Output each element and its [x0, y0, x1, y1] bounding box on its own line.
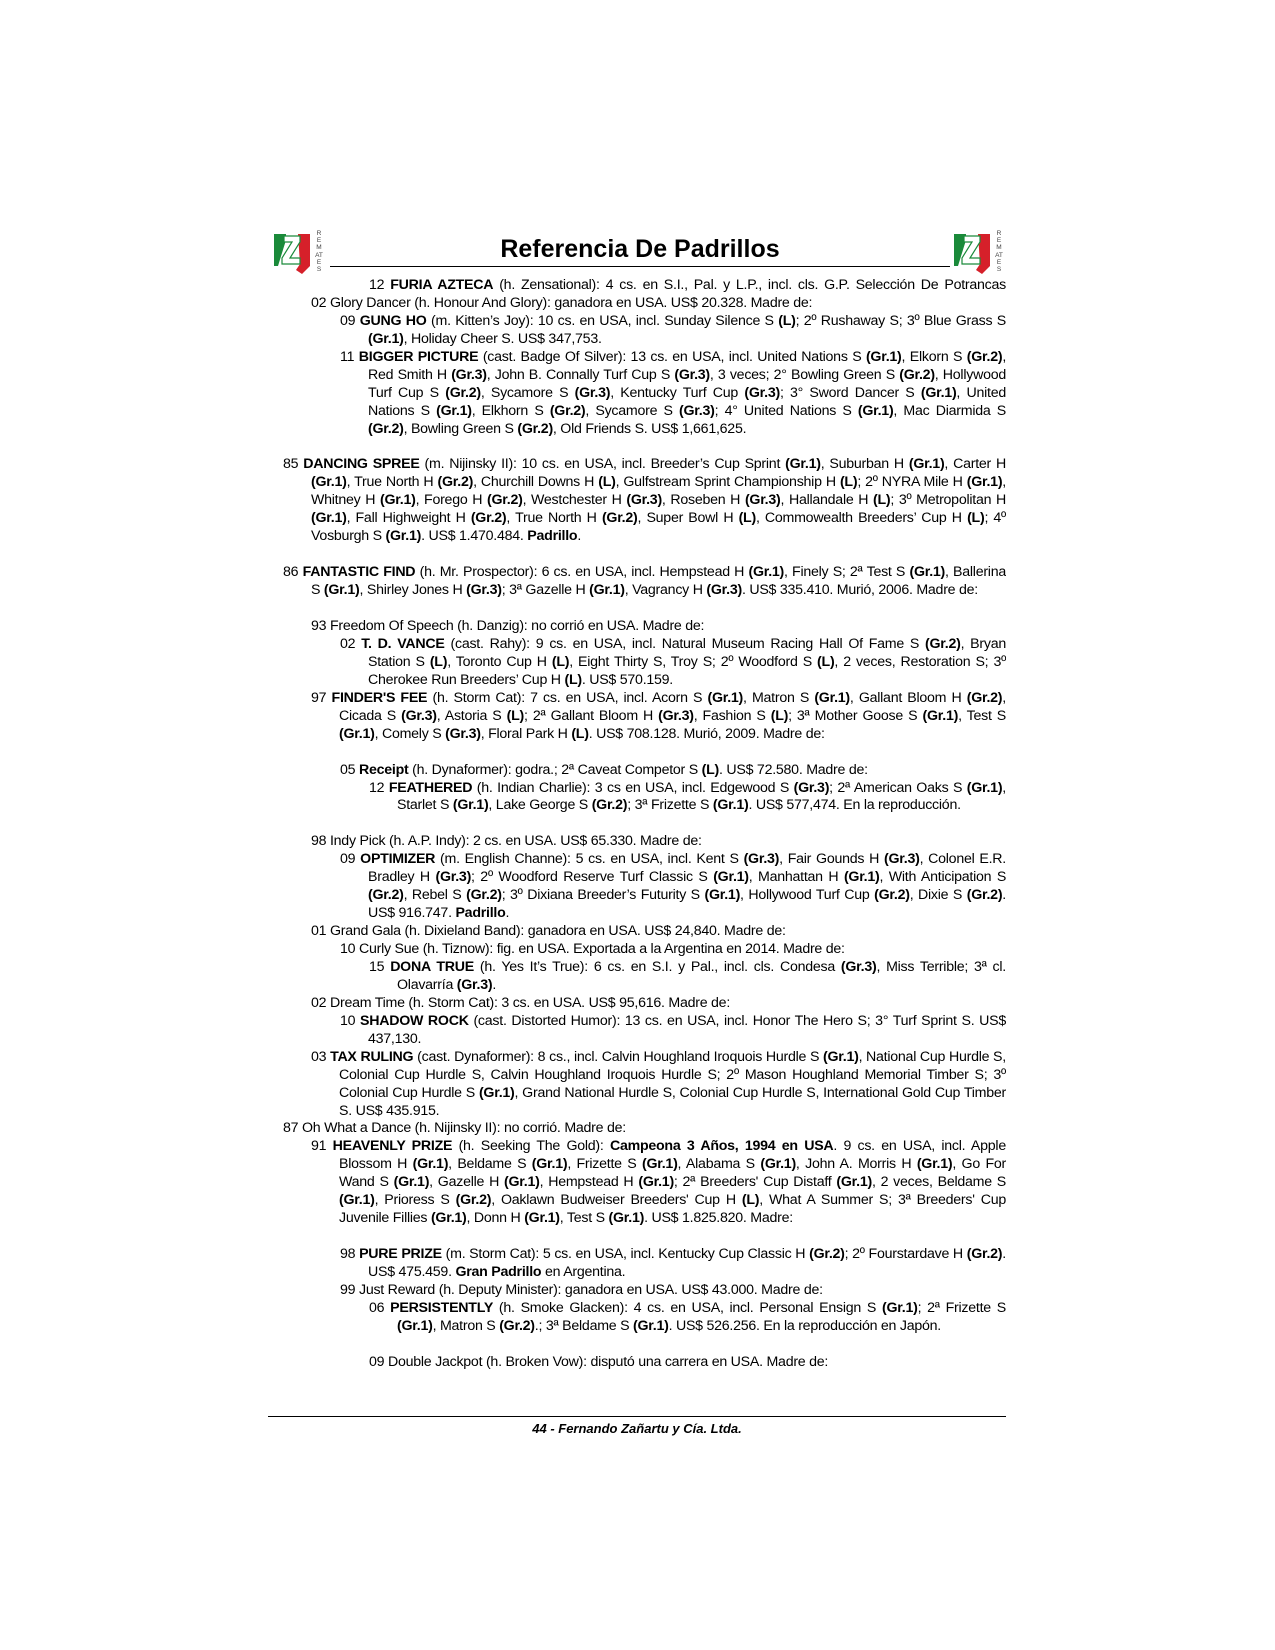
entry-text: 11 [340, 348, 359, 365]
entry-text: , Holiday Cheer S. US$ 347,753. [403, 330, 602, 347]
entry-text: . US$ 475.459. [368, 1246, 1006, 1281]
bold-text: (Gr.1) [478, 1084, 515, 1101]
bold-text: Campeona 3 Años, 1994 en USA [609, 1138, 834, 1155]
entry-text: ; 2ª Breeders' Cup Distaff [673, 1174, 837, 1191]
bold-text: GUNG HO [359, 312, 427, 329]
entry-text: , Donn H [466, 1210, 525, 1227]
entry-text: 91 [311, 1138, 333, 1155]
entry-text: , Comely S [374, 725, 446, 742]
bold-text: (Gr.1) [633, 1317, 669, 1334]
bold-text: (Gr.3) [706, 582, 742, 599]
pedigree-entry [283, 1300, 1006, 1354]
entry-text: , Grand National Hurdle S, Colonial Cup Hurdle S, International Gold Cup Timber S. US$ 435.915. [339, 1084, 1006, 1119]
bold-text: (L) [598, 474, 616, 491]
entry-text: (h. Seeking The Gold): [452, 1138, 610, 1155]
bold-text: (Gr.3) [445, 725, 481, 742]
bold-text: (Gr.1) [430, 1210, 467, 1227]
entry-text: , Frizette S [567, 1156, 642, 1173]
entry-text: , Colonel E.R. Bradley H [368, 851, 1006, 886]
entry-text: , Toronto Cup H [447, 653, 552, 670]
pedigree-entry [283, 1049, 1006, 1121]
bold-text: (Gr.2) [517, 420, 553, 437]
bold-text: (Gr.3) [884, 851, 920, 868]
bold-text: (Gr.2) [966, 887, 1003, 904]
entry-text: , Hollywood Turf Cup [740, 887, 875, 904]
bold-text: (Gr.2) [487, 492, 523, 509]
pedigree-entry [283, 636, 1006, 690]
entry-text: 10 Curly Sue (h. Tiznow): fig. en USA. Exportada a la Argentina en 2014. Madre de: [340, 941, 845, 958]
bold-text: (Gr.2) [899, 366, 935, 383]
pedigree-entry [283, 349, 1006, 457]
entry-text: , Super Bowl H [637, 510, 739, 527]
bold-text: (Gr.1) [909, 564, 946, 581]
bold-text: (Gr.3) [743, 851, 780, 868]
entry-text: . US$ 526.256. En la reproducción en Japón. [668, 1317, 941, 1334]
logo-side-text: REMATES [995, 230, 1003, 274]
bold-text: (Gr.1) [823, 1048, 859, 1065]
bold-text: (Gr.1) [920, 384, 957, 401]
bold-text: (Gr.3) [744, 492, 781, 509]
bold-text: (Gr.2) [549, 402, 586, 419]
entry-text: , Westchester H [522, 492, 627, 509]
bold-text: Receipt [358, 761, 409, 778]
entry-text: , Fashion S [693, 707, 771, 724]
pedigree-entry [283, 690, 1006, 762]
bold-text: (Gr.2) [437, 474, 474, 491]
entry-text: , Cicada S [339, 689, 1006, 724]
pedigree-entry [283, 618, 1006, 636]
bold-text: (Gr.3) [435, 869, 472, 886]
entry-text: , True North H [506, 510, 602, 527]
entry-text: . [492, 976, 497, 993]
bold-text: (L) [873, 492, 891, 509]
pedigree-list [283, 277, 1006, 1372]
entry-text: , Hallandale H [780, 492, 874, 509]
bold-text: (Gr.2) [499, 1317, 535, 1334]
entry-text: , Gulfstream Sprint Championship H [615, 474, 840, 491]
emblem-white-letter [962, 236, 980, 264]
pedigree-entry [283, 941, 1006, 959]
bold-text: (Gr.1) [531, 1156, 568, 1173]
company-logo-left [270, 230, 322, 276]
bold-text: (Gr.1) [707, 689, 744, 706]
bold-text: (Gr.2) [470, 510, 507, 527]
entry-text: (m. English Channe): 5 cs. en USA, incl. Kent S [435, 851, 744, 868]
entry-text: , 3 veces; 2° Bowling Green S [709, 366, 900, 383]
bold-text: (Gr.1) [785, 456, 821, 473]
entry-text: (h. Yes It’s True): 6 cs. en S.I. y Pal., incl. cls. Condesa [473, 958, 841, 975]
entry-text: , Forego H [415, 492, 487, 509]
entry-text: (h. Smoke Glacken): 4 cs. en USA, incl. Personal Ensign S [493, 1299, 882, 1316]
bold-text: (Gr.3) [658, 707, 694, 724]
bold-text: (Gr.1) [713, 869, 749, 886]
bold-text: (Gr.1) [712, 797, 749, 814]
entry-text: ; 2º Woodford Reserve Turf Classic S [471, 869, 714, 886]
bold-text: FANTASTIC FIND [302, 564, 416, 581]
bold-text: Padrillo [527, 528, 578, 545]
entry-text: 99 Just Reward (h. Deputy Minister): ganadora en USA. US$ 43.000. Madre de: [340, 1281, 823, 1298]
entry-text: 03 [311, 1048, 331, 1065]
entry-text: , Eight Thirty S, Troy S; 2º Woodford S [569, 653, 818, 670]
pedigree-entry [283, 851, 1006, 923]
bold-text: DANCING SPREE [303, 456, 420, 473]
entry-text: ; 2º Fourstardave H [844, 1246, 967, 1263]
bold-text: Gran Padrillo [455, 1264, 542, 1281]
entry-text: . US$ 72.580. Madre de: [719, 761, 868, 778]
pedigree-entry [283, 564, 1006, 618]
bold-text: (L) [506, 707, 524, 724]
entry-text: ; 2º Rushaway S; 3º Blue Grass S [795, 312, 1006, 329]
bold-text: (Gr.3) [840, 958, 877, 975]
entry-text: ; 3º Dixiana Breeder’s Futurity S [501, 887, 705, 904]
bold-text: (Gr.3) [451, 366, 487, 383]
entry-text: 10 [340, 1012, 361, 1029]
entry-text: 02 Dream Time (h. Storm Cat): 3 cs. en USA. US$ 95,616. Madre de: [311, 994, 731, 1011]
entry-text: , Red Smith H [368, 348, 1006, 383]
entry-text: ; 3º Metropolitan H [890, 492, 1006, 509]
bold-text: (Gr.1) [760, 1156, 796, 1173]
bold-text: (Gr.1) [922, 707, 959, 724]
entry-text: 06 [369, 1299, 391, 1316]
entry-text: , Dixie S [909, 887, 967, 904]
page-footer: 44 - Fernando Zañartu y Cía. Ltda. [532, 1421, 742, 1436]
entry-text: , Prioress S [374, 1192, 456, 1209]
page-title: Referencia De Padrillos [500, 235, 780, 263]
bold-text: PERSISTENTLY [390, 1299, 494, 1316]
entry-text: , Carter H [944, 456, 1006, 473]
bold-text: Padrillo [455, 905, 506, 922]
pedigree-entry [283, 295, 1006, 313]
bold-text: DONA TRUE [390, 958, 474, 975]
bold-text: FINDER'S FEE [331, 689, 428, 706]
entry-text: . US$ 335.410. Murió, 2006. Madre de: [741, 582, 978, 599]
entry-text: , Roseben H [661, 492, 745, 509]
bold-text: (Gr.1) [385, 528, 422, 545]
bold-text: (L) [429, 653, 448, 670]
bold-text: (Gr.1) [641, 1156, 678, 1173]
bold-text: (Gr.1) [436, 402, 472, 419]
entry-text: 12 [369, 779, 389, 796]
bold-text: (Gr.3) [744, 384, 780, 401]
entry-text: 85 [283, 456, 304, 473]
bold-text: (Gr.1) [966, 779, 1003, 796]
entry-text: , Commowealth Breeders’ Cup H [755, 510, 968, 527]
entry-text: 09 [340, 851, 361, 868]
pedigree-entry [283, 313, 1006, 349]
pedigree-entry [283, 1282, 1006, 1300]
entry-text: 05 [340, 761, 359, 778]
pedigree-entry [283, 1013, 1006, 1049]
entry-text: (m. Nijinsky II): 10 cs. en USA, incl. Breeder’s Cup Sprint [419, 456, 786, 473]
entry-text: (h. Storm Cat): 7 cs. en USA, incl. Acorn S [427, 689, 708, 706]
entry-text: , Suburban H [820, 456, 909, 473]
entry-text: 12 [369, 277, 391, 293]
bold-text: (Gr.2) [809, 1246, 845, 1263]
pedigree-entry [283, 762, 1006, 780]
entry-text: , Fall Highweight H [346, 510, 471, 527]
entry-text: , What A Summer S; 3ª Breeders' Cup Juvenile Fillies [339, 1192, 1006, 1227]
bold-text: (Gr.2) [368, 420, 404, 437]
entry-text: , Vagrancy H [624, 582, 707, 599]
bold-text: (Gr.2) [966, 689, 1003, 706]
bold-text: TAX RULING [330, 1048, 414, 1065]
bold-text: (Gr.1) [704, 887, 741, 904]
entry-text: , 2 veces, Beldame S [871, 1174, 1006, 1191]
bold-text: (L) [778, 312, 796, 329]
entry-text: en Argentina. [541, 1264, 626, 1281]
bold-text: OPTIMIZER [360, 851, 436, 868]
entry-text: . 9 cs. en USA, incl. Apple Blossom H [339, 1138, 1006, 1173]
entry-text: , Oaklawn Budweiser Breeders' Cup H [491, 1192, 742, 1209]
bold-text: SHADOW ROCK [360, 1012, 469, 1029]
bold-text: (Gr.1) [311, 510, 347, 527]
bold-text: (L) [839, 474, 858, 491]
bold-text: PURE PRIZE [359, 1246, 442, 1263]
entry-text: , Matron S [743, 689, 815, 706]
entry-text: , Floral Park H [480, 725, 572, 742]
entry-text: , Alabama S [677, 1156, 761, 1173]
entry-text: ; 2ª Frizette S [917, 1299, 1006, 1316]
entry-text: , John A. Morris H [795, 1156, 917, 1173]
entry-text: , Old Friends S. US$ 1,661,625. [552, 420, 747, 437]
bold-text: (Gr.2) [445, 384, 481, 401]
entry-text: (cast. Rahy): 9 cs. en USA, incl. Natural Museum Racing Hall Of Fame S [444, 635, 926, 652]
entry-text: , True North H [346, 474, 438, 491]
entry-text: ; 4º Vosburgh S [311, 510, 1006, 545]
entry-text: , Shirley Jones H [359, 582, 467, 599]
entry-text: ; 3ª Mother Goose S [788, 707, 923, 724]
bold-text: (Gr.1) [814, 689, 850, 706]
entry-text: ; 2ª Gallant Bloom H [524, 707, 659, 724]
entry-text: 98 [340, 1246, 360, 1263]
logo-side-text: REMATES [315, 230, 323, 274]
entry-text: , Starlet S [397, 779, 1006, 814]
footer-rule [268, 1416, 1006, 1417]
pedigree-entry [283, 1120, 1006, 1138]
bold-text: (Gr.3) [401, 707, 437, 724]
entry-text: 86 [283, 564, 303, 581]
bold-text: (L) [770, 707, 789, 724]
bold-text: (Gr.3) [466, 582, 502, 599]
entry-text: .; 3ª Beldame S [534, 1317, 634, 1334]
bold-text: (Gr.3) [793, 779, 830, 796]
entry-text: (cast. Dynaformer): 8 cs., incl. Calvin Houghland Iroquois Hurdle S [413, 1048, 823, 1065]
bold-text: (Gr.1) [966, 474, 1003, 491]
title-underline [330, 266, 950, 267]
pedigree-entry [283, 277, 1006, 295]
entry-text: , Test S [559, 1210, 609, 1227]
zj-emblem-icon [270, 230, 314, 276]
zj-emblem-icon [950, 230, 994, 276]
bold-text: (Gr.1) [843, 869, 880, 886]
pedigree-entry [283, 923, 1006, 941]
bold-text: (Gr.1) [608, 1210, 645, 1227]
entry-text: (m. Storm Cat): 5 cs. en USA, incl. Kentucky Cup Classic H [441, 1246, 810, 1263]
pedigree-entry [283, 1354, 1006, 1372]
bold-text: (Gr.1) [368, 330, 404, 347]
bold-text: (Gr.1) [524, 1210, 560, 1227]
bold-text: (Gr.3) [626, 492, 662, 509]
entry-text: 02 Glory Dancer (h. Honour And Glory): ganadora en USA. US$ 20.328. Madre de: [311, 294, 813, 311]
entry-text: . US$ 577,474. En la reproducción. [748, 797, 961, 814]
entry-text: ; 3ª Gazelle H [501, 582, 590, 599]
bold-text: (Gr.2) [601, 510, 638, 527]
entry-text: (h. Indian Charlie): 3 cs en USA, incl. Edgewood S [472, 779, 794, 796]
entry-text: , Sycamore S [585, 402, 680, 419]
entry-text: 02 [340, 635, 362, 652]
entry-text: . US$ 708.128. Murió, 2009. Madre de: [588, 725, 825, 742]
entry-text: (cast. Distorted Humor): 13 cs. en USA, incl. Honor The Hero S; 3° Turf Sprint S. US$ 437,130. [368, 1012, 1006, 1047]
bold-text: (Gr.1) [397, 1317, 433, 1334]
entry-text: . [505, 905, 510, 922]
entry-text: , Bryan Station S [368, 635, 1006, 670]
bold-text: (Gr.2) [966, 348, 1003, 365]
bold-text: (Gr.2) [966, 1246, 1003, 1263]
bold-text: (L) [741, 1192, 760, 1209]
entry-text: , Elkhorn S [471, 402, 550, 419]
entry-text: , John B. Connally Turf Cup S [486, 366, 675, 383]
bold-text: (Gr.1) [865, 348, 902, 365]
bold-text: (Gr.1) [393, 1174, 430, 1191]
entry-text: , Mac Diarmida S [893, 402, 1006, 419]
entry-text: , United Nations S [368, 384, 1006, 419]
pedigree-entry [283, 1246, 1006, 1282]
pedigree-entry [283, 780, 1006, 834]
entry-text: 98 Indy Pick (h. A.P. Indy): 2 cs. en USA. US$ 65.330. Madre de: [311, 833, 702, 850]
bold-text: (Gr.2) [466, 887, 502, 904]
entry-text: , Bowling Green S [403, 420, 518, 437]
emblem-white-letter [282, 236, 300, 264]
bold-text: (L) [571, 725, 589, 742]
bold-text: FEATHERED [388, 779, 473, 796]
entry-text: 15 [369, 958, 391, 975]
entry-text: ; 2º NYRA Mile H [857, 474, 967, 491]
entry-text: 09 [340, 312, 360, 329]
bold-text: (Gr.1) [452, 797, 489, 814]
entry-text: , Matron S [432, 1317, 500, 1334]
bold-text: (Gr.1) [339, 725, 375, 742]
bold-text: (Gr.1) [916, 1156, 953, 1173]
bold-text: (L) [551, 653, 570, 670]
pedigree-entry [283, 1138, 1006, 1246]
pedigree-entry [283, 456, 1006, 564]
entry-text: (h. Mr. Prospector): 6 cs. en USA, incl. Hempstead H [415, 564, 749, 581]
entry-text: , Lake George S [488, 797, 592, 814]
bold-text: (L) [564, 671, 582, 688]
bold-text: (Gr.1) [412, 1156, 449, 1173]
entry-text: , Elkorn S [901, 348, 967, 365]
entry-text: , Ballerina S [311, 564, 1006, 599]
entry-text: , Finely S; 2ª Test S [784, 564, 910, 581]
entry-text: , Hempstead H [539, 1174, 639, 1191]
company-logo-right [950, 230, 1002, 276]
pedigree-entry [283, 833, 1006, 851]
entry-text: (m. Kitten’s Joy): 10 cs. en USA, incl. Sunday Silence S [426, 312, 779, 329]
entry-text: , Beldame S [448, 1156, 532, 1173]
entry-text: , Sycamore S [480, 384, 575, 401]
entry-text: , Astoria S [436, 707, 507, 724]
entry-text: , Gazelle H [429, 1174, 505, 1191]
bold-text: T. D. VANCE [361, 635, 445, 652]
entry-text: , With Anticipation S [879, 869, 1006, 886]
entry-text: 01 Grand Gala (h. Dixieland Band): ganadora en USA. US$ 24,840. Madre de: [311, 923, 786, 940]
bold-text: (Gr.1) [589, 582, 625, 599]
entry-text: ; 3ª Frizette S [627, 797, 713, 814]
entry-text: (h. Zensational): 4 cs. en S.I., Pal. y L.P., incl. cls. G.P. Selección De Potrancas [493, 277, 1006, 293]
entry-text: ; 3° Sword Dancer S [779, 384, 921, 401]
bold-text: (Gr.3) [574, 384, 611, 401]
entry-text: 97 [311, 689, 332, 706]
entry-text: . [577, 528, 582, 545]
bold-text: (Gr.1) [836, 1174, 872, 1191]
bold-text: HEAVENLY PRIZE [332, 1138, 453, 1155]
entry-text: ; 2ª American Oaks S [829, 779, 967, 796]
entry-text: , Go For Wand S [339, 1156, 1006, 1191]
pedigree-entry [283, 959, 1006, 995]
bold-text: (Gr.1) [339, 1192, 375, 1209]
entry-text: , Hollywood Turf Cup S [368, 366, 1006, 401]
entry-text: . US$ 916.747. [368, 887, 1006, 922]
entry-text: , Rebel S [403, 887, 467, 904]
entry-text: , 2 veces, Restoration S; 3º Cherokee Run Breeders’ Cup H [368, 653, 1006, 688]
entry-text: , Fair Gounds H [779, 851, 884, 868]
entry-text: (cast. Badge Of Silver): 13 cs. en USA, incl. United Nations S [478, 348, 866, 365]
entry-text: , Kentucky Turf Cup [610, 384, 745, 401]
entry-text: . US$ 1.825.820. Madre: [644, 1210, 793, 1227]
bold-text: (L) [967, 510, 985, 527]
bold-text: (Gr.1) [504, 1174, 540, 1191]
bold-text: BIGGER PICTURE [358, 348, 479, 365]
entry-text: , Miss Terrible; 3ª cl. Olavarría [397, 958, 1006, 993]
bold-text: (Gr.3) [679, 402, 715, 419]
bold-text: (L) [701, 761, 719, 778]
entry-text: , Test S [958, 707, 1006, 724]
bold-text: (Gr.1) [638, 1174, 674, 1191]
entry-text: 87 Oh What a Dance (h. Nijinsky II): no corrió. Madre de: [283, 1120, 626, 1137]
bold-text: (Gr.1) [908, 456, 945, 473]
bold-text: (Gr.1) [882, 1299, 918, 1316]
entry-text: . US$ 1.470.484. [421, 528, 528, 545]
bold-text: (Gr.1) [311, 474, 347, 491]
bold-text: (L) [817, 653, 835, 670]
bold-text: (Gr.2) [874, 887, 910, 904]
entry-text: 93 Freedom Of Speech (h. Danzig): no corrió en USA. Madre de: [311, 617, 705, 634]
bold-text: (Gr.3) [674, 366, 710, 383]
bold-text: (Gr.2) [455, 1192, 492, 1209]
entry-text: , Churchill Downs H [473, 474, 599, 491]
pedigree-entry [283, 995, 1006, 1013]
bold-text: (L) [738, 510, 756, 527]
entry-text: . US$ 570.159. [581, 671, 673, 688]
bold-text: (Gr.2) [591, 797, 628, 814]
bold-text: (Gr.1) [380, 492, 416, 509]
bold-text: (Gr.1) [323, 582, 360, 599]
bold-text: (Gr.2) [368, 887, 404, 904]
entry-text: 09 Double Jackpot (h. Broken Vow): disputó una carrera en USA. Madre de: [369, 1353, 829, 1370]
entry-text: ; 4° United Nations S [714, 402, 858, 419]
entry-text: , Whitney H [311, 474, 1006, 509]
entry-text: , National Cup Hurdle S, Colonial Cup Hurdle S, Calvin Houghland Iroquois Hurdle S; 2º Mason Houghland Memorial Timber S; 3º Colonial Cup Hurdle S [339, 1048, 1006, 1101]
bold-text: (Gr.1) [748, 564, 785, 581]
entry-text: (h. Dynaformer): godra.; 2ª Caveat Competor S [408, 761, 702, 778]
entry-text: , Manhattan H [748, 869, 844, 886]
bold-text: FURIA AZTECA [390, 277, 494, 293]
entry-text: , Gallant Bloom H [849, 689, 967, 706]
bold-text: (Gr.1) [857, 402, 894, 419]
bold-text: (Gr.2) [925, 635, 961, 652]
bold-text: (Gr.3) [456, 976, 493, 993]
